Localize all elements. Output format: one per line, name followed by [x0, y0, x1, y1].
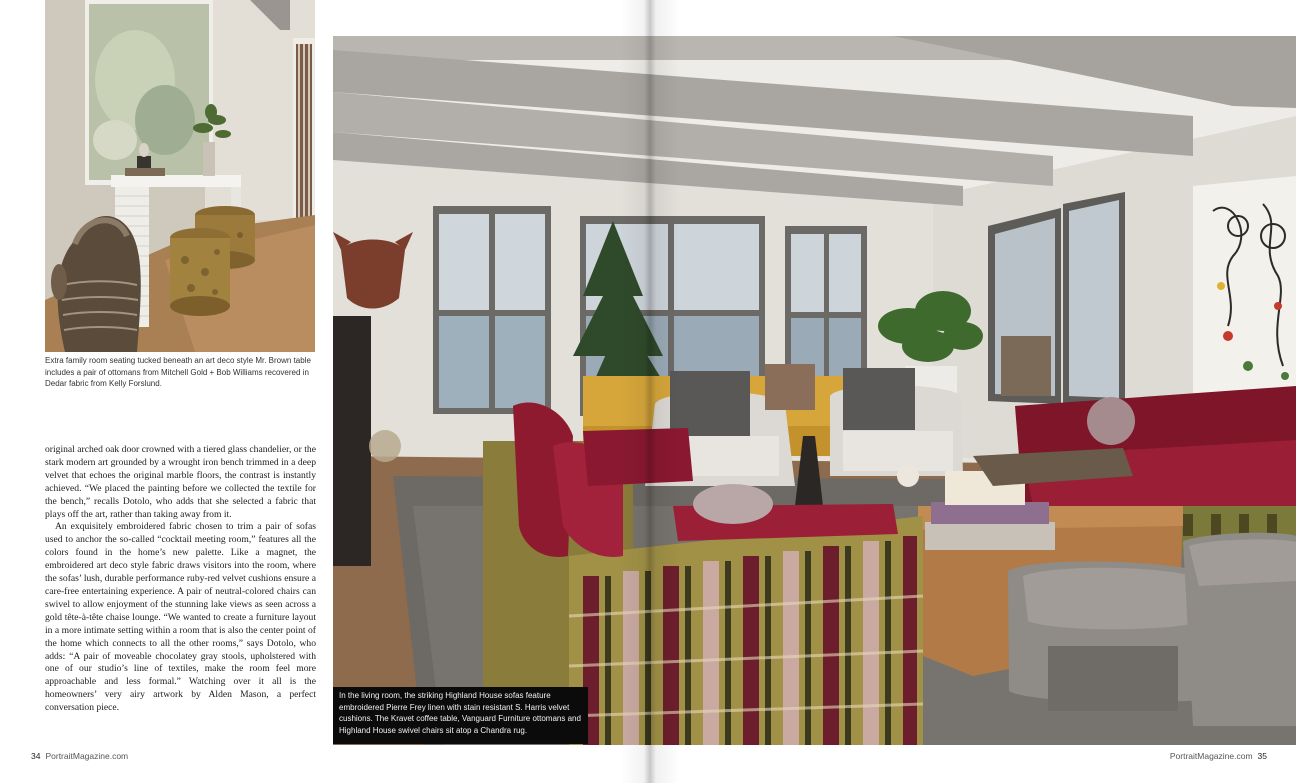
left-folio [26, 751, 128, 761]
living-room-caption: In the living room, the striking Highland House sofas feature embroidered Pierre Frey linen with stain resistant S. Harris velvet cushions. The Kravet coffee table, Vanguard Furniture ottomans and Highland House swivel chairs sit atop a Chandra rug. [333, 687, 588, 744]
site-name: PortraitMagazine.com [1169, 751, 1253, 761]
right-folio [1170, 751, 1272, 761]
site-name: PortraitMagazine.com [45, 751, 129, 761]
living-room-photo [333, 36, 1296, 745]
page-number: 34 [31, 751, 41, 761]
article-paragraph: An exquisitely embroidered fabric chosen to trim a pair of sofas used to anchor the so-called “cocktail meeting room,” features all the colors found in the home’s new palette. Like a magnet, the embroidered art deco style fabric draws visitors into the room, where the sofas’ lush, durable performance ruby-red velvet cushions ensure a care-free entertaining experience. A pair of neutral-colored chairs can swivel to allow enjoyment of the stunning lake views as seen across a gold tête-à-tête chaise lounge. “We wanted to create a furniture layout in a more intimate setting within a room that is also the center point of the home which connects to all the other rooms,” says Dotolo, who adds: “A pair of moveable chocolatey gray stools, upholstered with one of our studio’s line of textiles, make the room feel more approachable and less formal.” Watching over it all is the homeowners’ very airy artwork by Alden Mason, a perfect conversation piece. [45, 521, 316, 714]
family-room-caption: Extra family room seating tucked beneath an art deco style Mr. Brown table includes a pair of ottomans from Mitchell Gold + Bob Williams recovered in Dedar fabric from Kelly Forslund. [45, 356, 311, 389]
family-room-photo [45, 0, 315, 352]
article-paragraph: original arched oak door crowned with a tiered glass chandelier, or the stark modern art grounded by a wrought iron bench trimmed in a deep velvet that echoes the original marble floors, the contrast is instantly achieved. “We placed the painting before we collected the textile for the bench,” recalls Dotolo, who adds that she selected a fabric that plays off the art, rather than taking away from it. [45, 444, 316, 520]
page-number: 35 [1257, 751, 1267, 761]
article-body [45, 444, 316, 715]
